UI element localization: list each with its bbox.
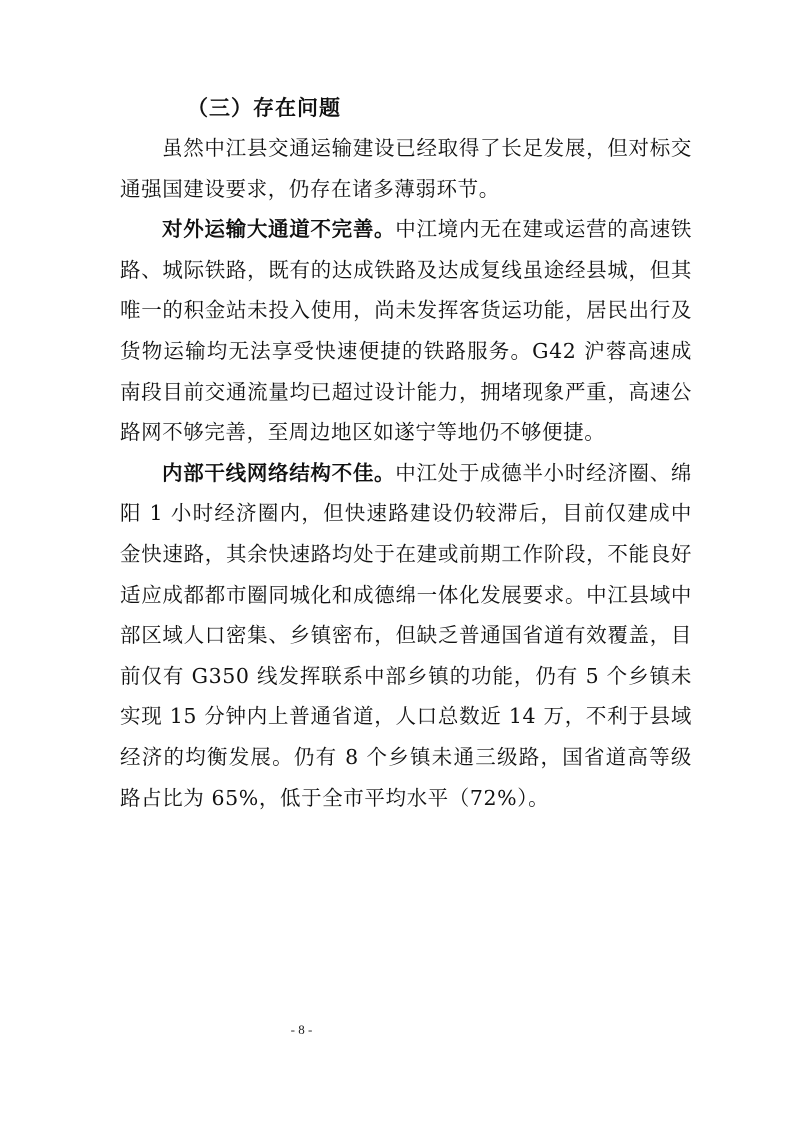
- intro-paragraph: [120, 128, 692, 209]
- external-corridor-text: 中江境内无在建或运营的高速铁路、城际铁路，既有的达成铁路及达成复线虽途经县城，但其唯一的积金站未投入使用，尚未发挥客货运功能，居民出行及货物运输均无法享受快速便捷的铁路服务。G42 沪蓉高速成南段目前交通流量均已超过设计能力，拥堵现象严重，高速公路网不够完善，至周边地区如遂宁等地仍不够便捷。: [120, 217, 692, 445]
- page-content: [120, 88, 692, 818]
- section-heading: （三）存在问题: [187, 95, 341, 120]
- internal-network-text: 中江处于成德半小时经济圈、绵阳 1 小时经济圈内，但快速路建设仍较滞后，目前仅建成中金快速路，其余快速路均处于在建或前期工作阶段，不能良好适应成都都市圈同城化和成德绵一体化发展要求。中江县域中部区域人口密集、乡镇密布，但缺乏普通国省道有效覆盖，目前仅有 G350 线发挥联系中部乡镇的功能，仍有 5 个乡镇未实现 15 分钟内上普通省道，人口总数近 14 万，不利于县域经济的均衡发展。仍有 8 个乡镇未通三级路，国省道高等级路占比为 65%，低于全市平均水平（72%）。: [120, 460, 692, 810]
- external-corridor-paragraph: [120, 209, 692, 453]
- internal-network-paragraph: [120, 453, 692, 818]
- external-corridor-lead: 对外运输大通道不完善。: [162, 217, 396, 242]
- internal-network-lead: 内部干线网络结构不佳。: [162, 460, 396, 485]
- intro-paragraph-text: 虽然中江县交通运输建设已经取得了长足发展，但对标交通强国建设要求，仍存在诸多薄弱环节。: [120, 136, 692, 201]
- page-number: - 8 -: [290, 1022, 313, 1037]
